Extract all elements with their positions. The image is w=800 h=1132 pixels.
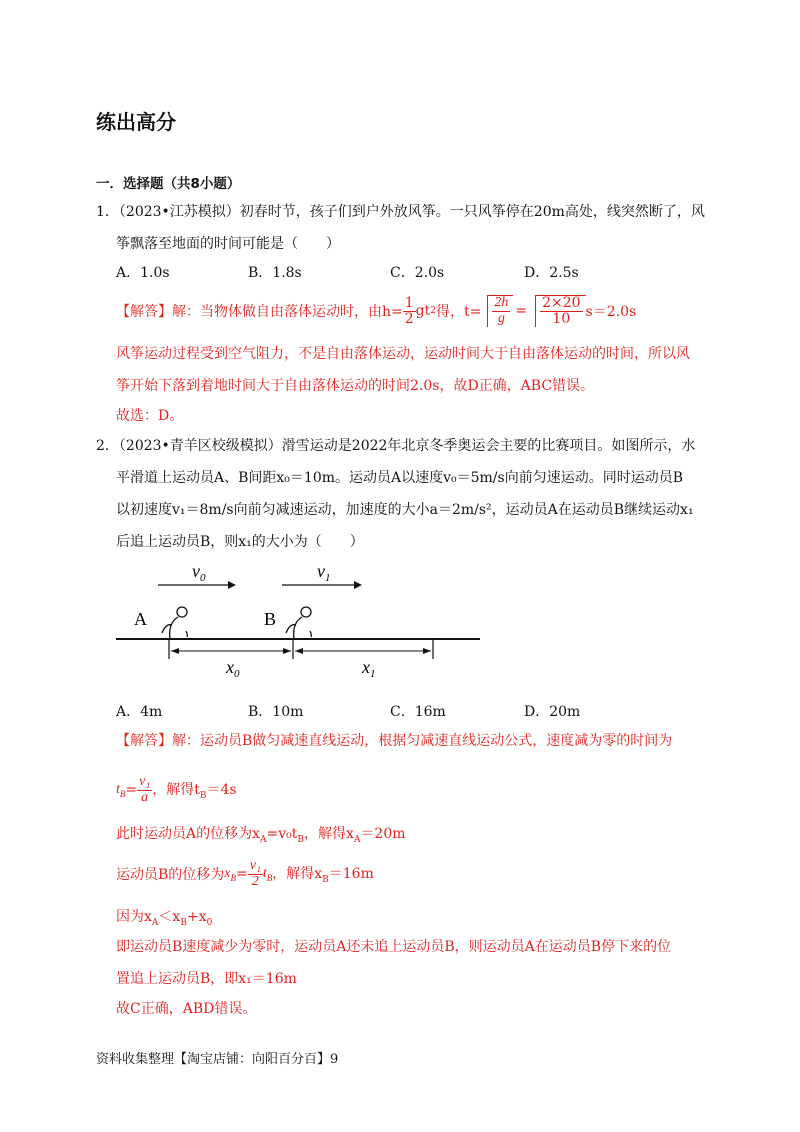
q1-stem-line1: 1．（2023•江苏模拟）初春时节，孩子们到户外放风筝。一只风筝停在20m高处，线突然断了，风 [96, 204, 705, 220]
half-num: 1 [404, 294, 414, 311]
q1-answer-choice: 故选：D。 [116, 408, 184, 424]
q1-answer-line3: 筝开始下落到着地时间大于自由落体运动的时间2.0s，故D正确，ABC错误。 [116, 378, 595, 394]
tb-tail: ，解得$t_B=4s$ [152, 782, 237, 801]
footer: 资料收集整理【淘宝店铺：向阳百分百】9 [96, 1052, 339, 1067]
xb-den: 2 [251, 873, 259, 889]
q1-option-b: B．1.8s [248, 265, 302, 281]
gt-exponent: 2 [430, 306, 436, 316]
gt-term: gt [415, 303, 431, 319]
q1-answer-de: 得，t= [436, 304, 482, 320]
x0-arrow-left [171, 648, 179, 654]
q1-answer-line2: 风筝运动过程受到空气阻力，不是自由落体运动，运动时间大于自由落体运动的时间，所以风 [116, 346, 690, 362]
q2-answer-xb [116, 852, 374, 896]
q2-stem-line4: 后追上运动员B，则x₁的大小为（ ） [116, 534, 364, 550]
q2-stem-line2: 平滑道上运动员A、B间距x₀＝10m。运动员A以速度v₀＝5m/s向前匀速运动。同时运动员B [116, 470, 683, 486]
q2-answer-line5: 因为$x_A<x_B+x_0$ [116, 909, 213, 928]
tb-num: v₁ [139, 773, 151, 789]
label-v1: $v_1$ [317, 561, 331, 584]
section-heading: 一．选择题（共8小题） [96, 176, 241, 192]
x0-arrow-right [283, 648, 291, 654]
label-b: B [264, 609, 277, 629]
xb-tail: ，解得$x_B=16m$ [272, 866, 374, 885]
tb-lhs: $t_B$ [116, 781, 126, 799]
q1-option-d: D．2.5s [524, 265, 579, 281]
equals-sign: = [515, 303, 528, 319]
skier-figure [110, 555, 490, 685]
q2-option-a: A．4m [116, 704, 163, 720]
q1-answer-formula [116, 290, 636, 332]
sqrt1-den: g [497, 311, 505, 326]
v1-arrowhead [354, 581, 362, 589]
skier-a-icon [162, 607, 187, 639]
q2-option-c: C．16m [390, 704, 446, 720]
label-v0: $v_0$ [192, 561, 206, 584]
tb-equals: = [125, 782, 138, 798]
q2-answer-line3: 此时运动员A的位移为$x_A=v_0t_B$，解得$x_A=20m$ [116, 826, 406, 845]
xb-prefix: 运动员B的位移为 [116, 867, 225, 883]
page-title: 练出高分 [96, 110, 176, 134]
half-fraction [403, 296, 416, 326]
xb-fraction [248, 859, 263, 889]
xb-t: $t_B$ [262, 865, 273, 883]
sqrt-2x20-over-10 [535, 295, 585, 326]
q1-answer-result: s＝2.0s [585, 304, 637, 320]
sqrt2-num: 2×20 [542, 295, 581, 312]
xb-lhs: $x_B$ [224, 865, 237, 883]
half-den: 2 [404, 310, 414, 327]
q2-answer-line6: 即运动员B速度减少为零时，运动员A还未追上运动员B，则运动员A在运动员B停下来的位 [116, 939, 672, 955]
q1-answer-prefix: 【解答】解：当物体做自由落体运动时，由h= [116, 304, 403, 320]
tb-fraction [137, 775, 152, 805]
q2-answer-line1: 【解答】解：运动员B做匀减速直线运动，根据匀减速直线运动公式，速度减为零的时间为 [116, 733, 673, 749]
sqrt2-den: 10 [552, 311, 571, 327]
q1-stem-line2: 筝飘落至地面的时间可能是（ ） [116, 236, 340, 252]
q2-stem-line1: 2．（2023•青羊区校级模拟）滑雪运动是2022年北京冬季奥运会主要的比赛项目。如图所示，水 [96, 438, 696, 454]
x1-arrow-left [295, 648, 303, 654]
skier-b-icon [286, 607, 311, 639]
label-x0: $x_0$ [226, 657, 240, 680]
q1-option-a: A．1.0s [116, 265, 170, 281]
label-x1: $x_1$ [362, 657, 376, 680]
q2-option-b: B．10m [248, 704, 304, 720]
q2-answer-line7: 置追上运动员B，即x₁＝16m [116, 971, 297, 987]
x1-arrow-right [423, 648, 431, 654]
q2-answer-tb [116, 768, 237, 812]
tb-den: a [141, 789, 149, 805]
q2-stem-line3: 以初速度v₁＝8m/s向前匀减速运动，加速度的大小a＝2m/s²，运动员A在运动员B继续运动x₁ [116, 502, 694, 518]
q1-option-c: C．2.0s [390, 265, 445, 281]
xb-num: v₁ [249, 857, 261, 873]
sqrt1-num: 2h [494, 295, 509, 311]
xb-equals: = [236, 866, 248, 882]
q2-answer-line8: 故C正确，ABD错误。 [116, 1001, 257, 1017]
sqrt-2h-over-g [487, 295, 513, 326]
q2-option-d: D．20m [524, 704, 581, 720]
v0-arrowhead [228, 581, 236, 589]
label-a: A [134, 609, 147, 629]
